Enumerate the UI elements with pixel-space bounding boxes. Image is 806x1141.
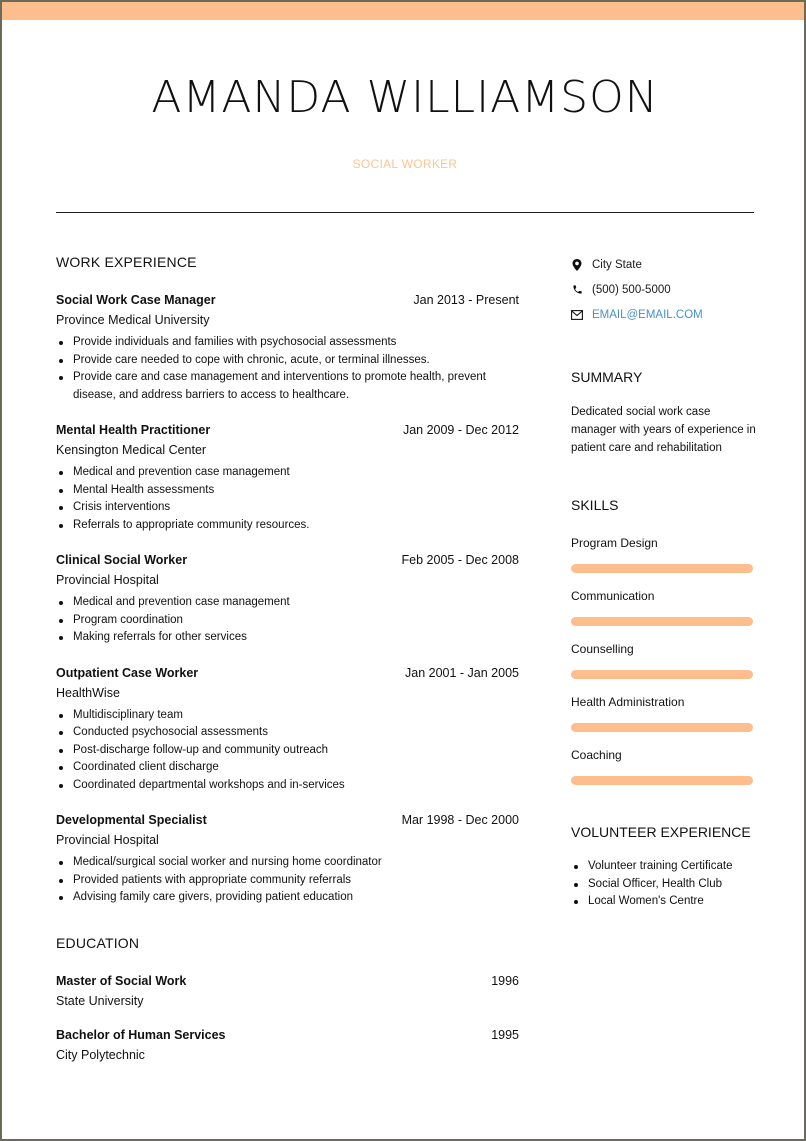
- job-bullet: Making referrals for other services: [56, 629, 519, 647]
- phone-icon: [571, 284, 583, 296]
- job-bullet: Medical and prevention case management: [56, 464, 519, 482]
- job-title: Developmental Specialist: [56, 813, 207, 827]
- job-date: Mar 1998 - Dec 2000: [401, 813, 519, 827]
- education-title: EDUCATION: [56, 934, 140, 951]
- phone-text: (500) 500-5000: [592, 283, 671, 296]
- job-bullet: Program coordination: [56, 612, 519, 630]
- job-bullet: Medical/surgical social worker and nursing home coordinator: [56, 854, 519, 872]
- job-entry: [56, 550, 519, 647]
- job-bullet: Mental Health assessments: [56, 482, 519, 500]
- map-pin-icon: [571, 259, 583, 271]
- degree-name: Bachelor of Human Services: [56, 1027, 226, 1042]
- skills-title: SKILLS: [571, 497, 619, 513]
- job-date: Jan 2009 - Dec 2012: [402, 423, 519, 437]
- job-title: Outpatient Case Worker: [56, 665, 199, 680]
- candidate-role: SOCIAL WORKER: [352, 157, 458, 171]
- volunteer-item: Social Officer, Health Club: [571, 876, 756, 894]
- job-bullet: Medical and prevention case management: [56, 594, 519, 612]
- degree-name: Master of Social Work: [56, 973, 187, 988]
- skill-label: Communication: [571, 589, 655, 603]
- job-date: Jan 2001 - Jan 2005: [405, 665, 519, 680]
- job-bullet: Provide care and case management and interventions to promote health, prevent disease, and address barriers to access to healthcare.: [56, 369, 519, 404]
- volunteer-section: [571, 824, 756, 911]
- job-bullet: Referrals to appropriate community resources.: [56, 517, 519, 535]
- main-column: [56, 254, 519, 1079]
- job-bullet: Provided patients with appropriate community referrals: [56, 872, 519, 890]
- job-organization: Kensington Medical Center: [56, 443, 207, 457]
- skill-label: Health Administration: [571, 695, 685, 709]
- job-bullet: Provide individuals and families with psychosocial assessments: [56, 334, 519, 352]
- skill-item: [571, 694, 756, 732]
- skill-bar: [571, 564, 753, 573]
- job-entry: [56, 663, 519, 795]
- skill-label: Program Design: [571, 536, 658, 550]
- volunteer-item: Local Women's Centre: [571, 893, 756, 911]
- education-entry: [56, 971, 519, 1011]
- skill-bar: [571, 670, 753, 679]
- contact-location: [571, 252, 756, 277]
- contact-phone: [571, 277, 756, 302]
- job-bullet: Conducted psychosocial assessments: [56, 724, 519, 742]
- job-title: Social Work Case Manager: [56, 293, 216, 307]
- job-bullet: Crisis interventions: [56, 499, 519, 517]
- skill-item: [571, 641, 756, 679]
- job-bullet: Coordinated client discharge: [56, 759, 519, 777]
- job-entry: [56, 420, 519, 534]
- job-organization: HealthWise: [56, 685, 120, 700]
- job-organization: Province Medical University: [56, 313, 210, 327]
- school-name: City Polytechnic: [56, 1047, 145, 1062]
- volunteer-item: Volunteer training Certificate: [571, 858, 756, 876]
- education-entry: [56, 1025, 519, 1065]
- school-name: State University: [56, 993, 144, 1008]
- degree-year: 1995: [491, 1027, 519, 1042]
- job-date: Feb 2005 - Dec 2008: [401, 553, 519, 567]
- job-title: Clinical Social Worker: [56, 553, 188, 567]
- contact-email[interactable]: [571, 302, 756, 327]
- degree-year: 1996: [491, 973, 519, 988]
- skill-bar: [571, 723, 753, 732]
- location-text: City State: [592, 258, 642, 271]
- skill-bar: [571, 617, 753, 626]
- envelope-icon: [571, 309, 583, 321]
- summary-title: SUMMARY: [571, 369, 643, 385]
- email-link[interactable]: EMAIL@EMAIL.COM: [592, 308, 703, 321]
- volunteer-title: VOLUNTEER EXPERIENCE: [571, 824, 751, 840]
- job-bullet: Post-discharge follow-up and community outreach: [56, 742, 519, 760]
- job-bullet: Coordinated departmental workshops and in-services: [56, 777, 519, 795]
- skill-item: [571, 747, 756, 785]
- skill-label: Coaching: [571, 748, 622, 762]
- side-column: [571, 252, 756, 911]
- job-bullet: Multidisciplinary team: [56, 707, 519, 725]
- skill-item: [571, 535, 756, 573]
- job-bullet: Advising family care givers, providing patient education: [56, 889, 519, 907]
- skill-label: Counselling: [571, 642, 634, 656]
- header-divider: [56, 212, 754, 213]
- skill-bar: [571, 776, 753, 785]
- job-date: Jan 2013 - Present: [413, 293, 519, 307]
- job-entry: [56, 290, 519, 404]
- summary-text: Dedicated social work case manager with years of experience in patient care and rehabilitation: [571, 406, 756, 454]
- work-experience-title: WORK EXPERIENCE: [56, 254, 197, 270]
- job-organization: Provincial Hospital: [56, 573, 159, 587]
- job-title: Mental Health Practitioner: [56, 423, 211, 437]
- accent-bar: [2, 2, 806, 20]
- skill-item: [571, 588, 756, 626]
- candidate-name: AMANDA WILLIAMSON: [151, 72, 659, 123]
- job-bullet: Provide care needed to cope with chronic, acute, or terminal illnesses.: [56, 352, 519, 370]
- job-entry: [56, 810, 519, 907]
- job-organization: Provincial Hospital: [56, 833, 159, 847]
- education-section: [56, 935, 519, 1065]
